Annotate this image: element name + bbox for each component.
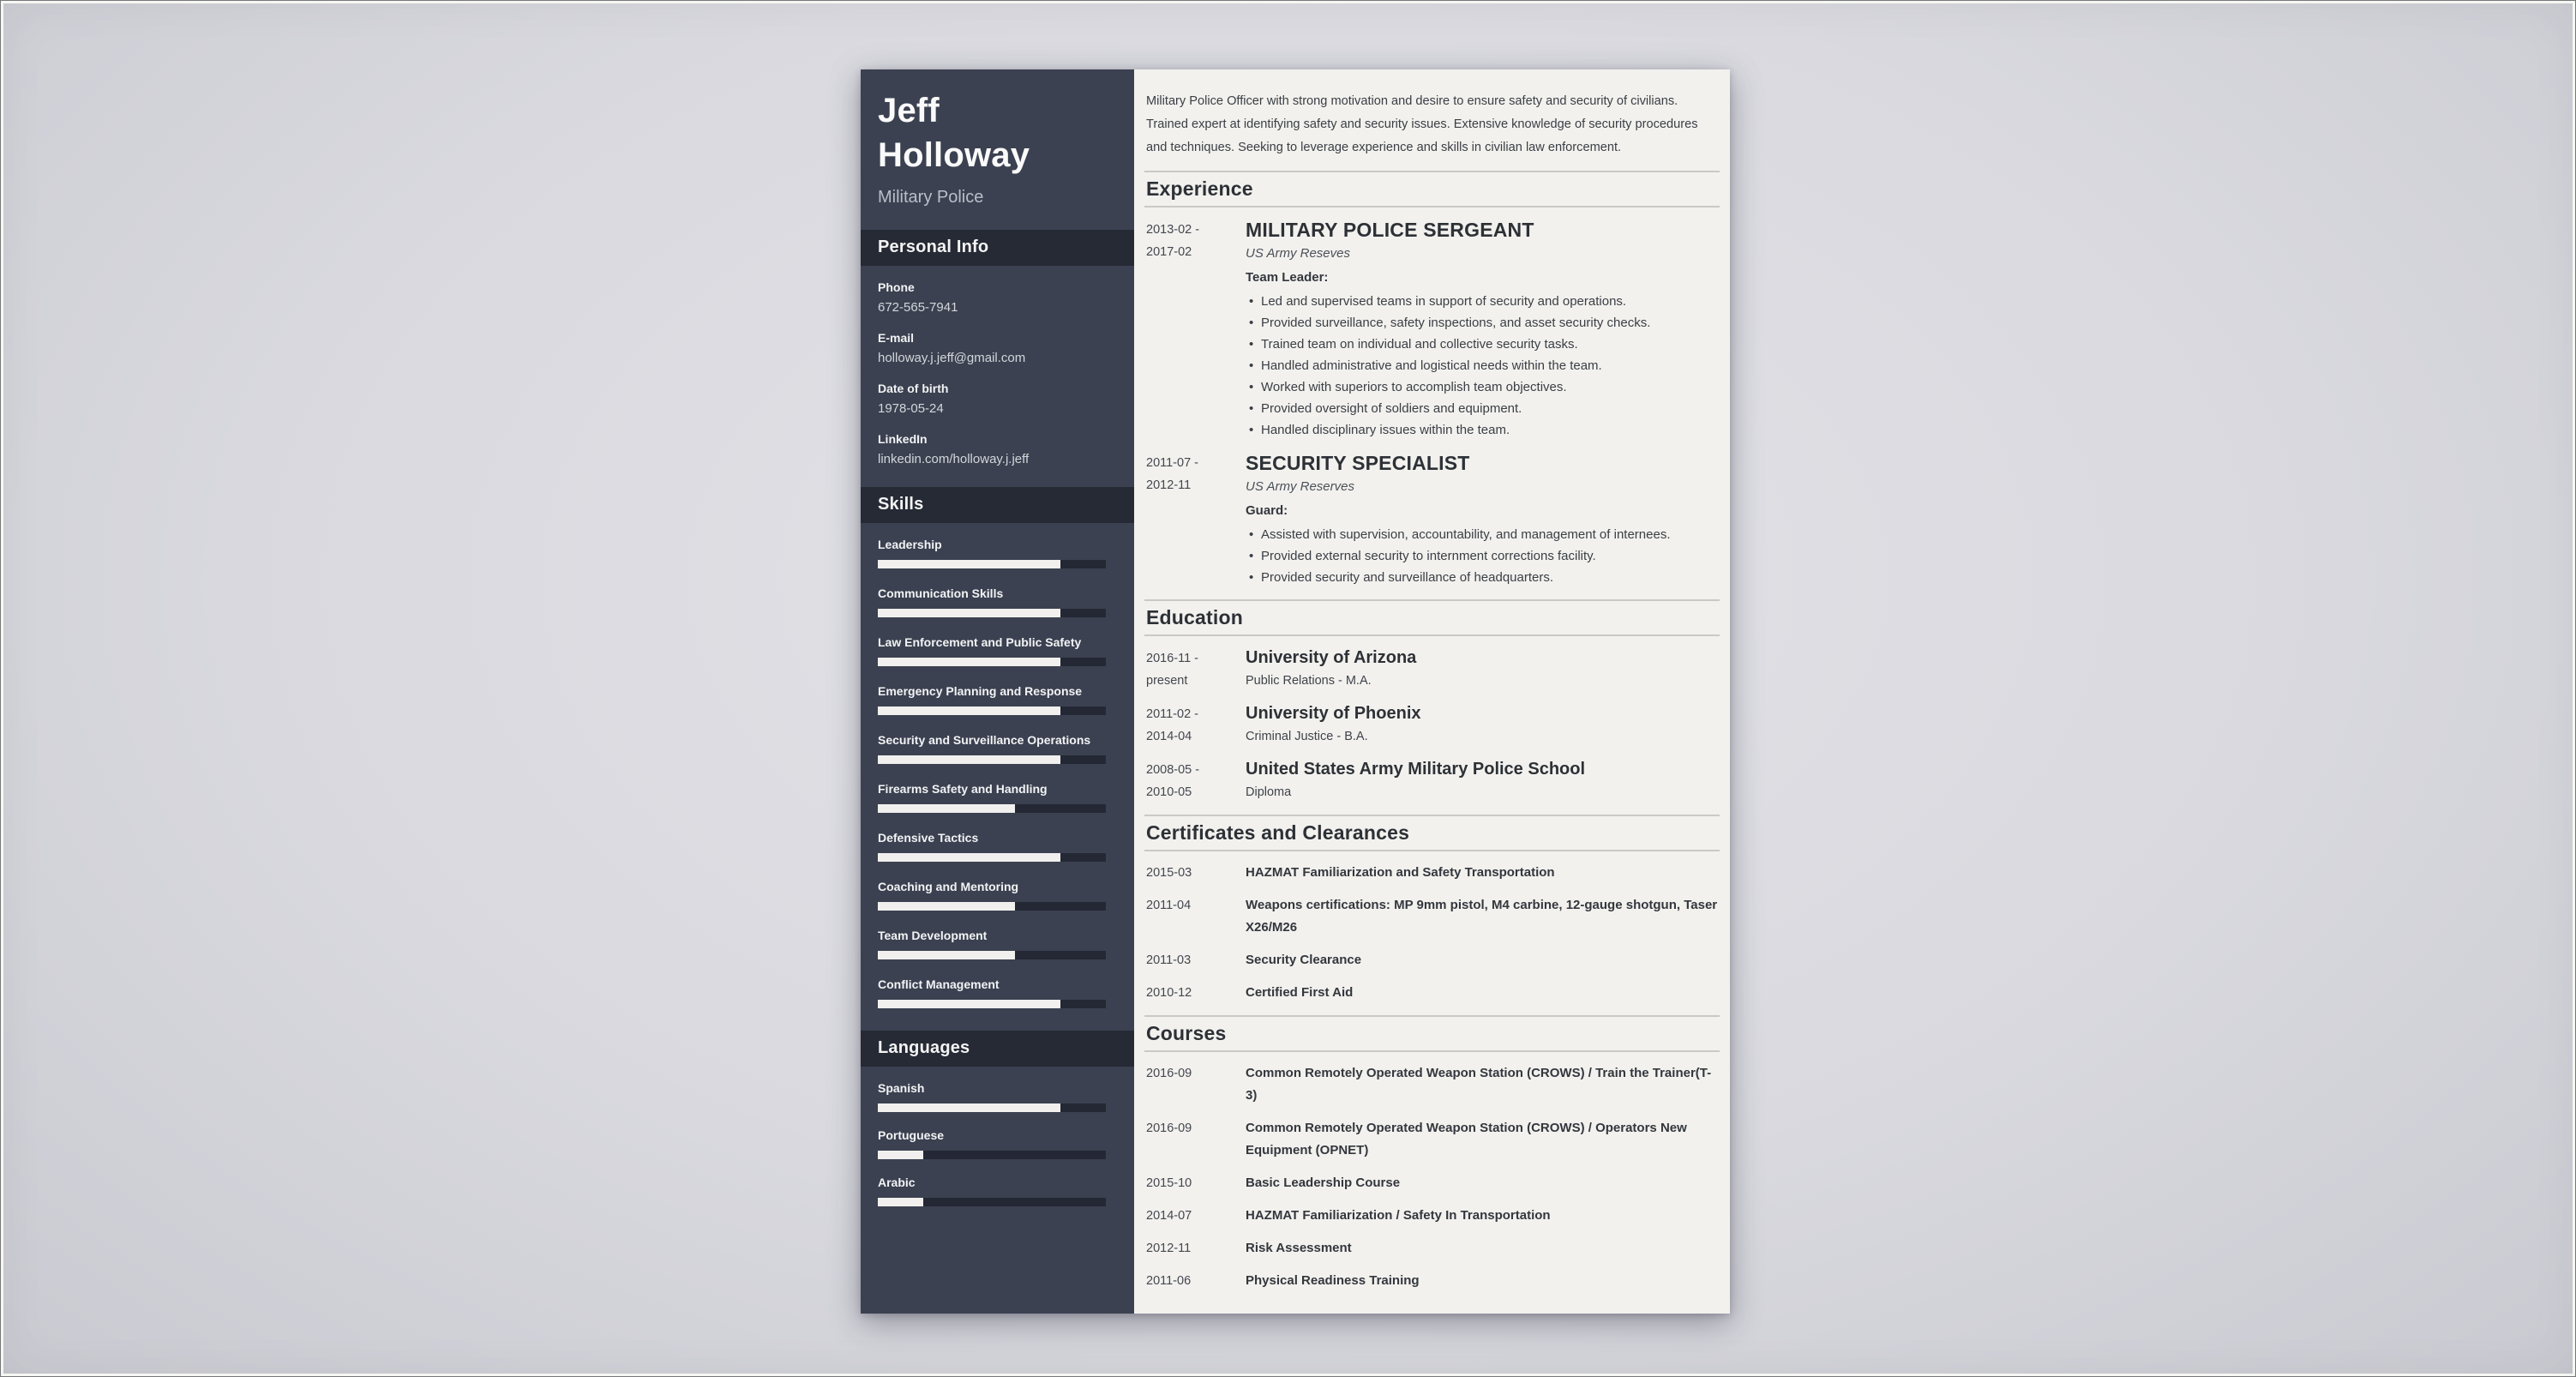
- resume-card: [861, 69, 1730, 1314]
- skill-bar-fill: [878, 707, 1060, 715]
- bullet-item: • Handled administrative and logistical needs within the team.: [1249, 355, 1718, 376]
- education-entry: [1144, 703, 1720, 748]
- course-date: 2015-10: [1146, 1176, 1192, 1190]
- date-end: 2014-04: [1146, 730, 1192, 743]
- entry-dates: [1146, 219, 1242, 441]
- skill-bar-fill: [878, 951, 1015, 959]
- experience-entry: [1144, 219, 1720, 441]
- section-title-skills: Skills: [861, 487, 1134, 523]
- skill-bar-fill: [878, 804, 1015, 813]
- skill-label: Emergency Planning and Response: [878, 684, 1083, 698]
- course-name: HAZMAT Familiarization / Safety In Transportation: [1246, 1208, 1551, 1223]
- course-name: Common Remotely Operated Weapon Station (CROWS) / Train the Trainer(T-3): [1246, 1066, 1712, 1103]
- course-date: 2016-09: [1146, 1067, 1192, 1080]
- skills-list: [861, 523, 1134, 1031]
- language-bar: [878, 1198, 1106, 1206]
- languages-list: [861, 1067, 1134, 1227]
- resume-main-column: [1134, 69, 1730, 1314]
- language-label: Spanish: [878, 1081, 925, 1095]
- skill-item: [878, 683, 1119, 715]
- certificate-row: [1144, 894, 1720, 939]
- candidate-job-title: Military Police: [878, 188, 984, 207]
- bullet-list: [1246, 291, 1718, 441]
- skill-bar: [878, 902, 1106, 911]
- skill-bar: [878, 755, 1106, 764]
- skill-bar: [878, 609, 1106, 617]
- language-bar-fill: [878, 1103, 1060, 1112]
- entry-company: US Army Reserves: [1246, 479, 1354, 494]
- language-item: [878, 1175, 1119, 1206]
- bullet-item: • Led and supervised teams in support of security and operations.: [1249, 291, 1718, 312]
- skill-bar-fill: [878, 560, 1060, 568]
- education-entry: [1144, 647, 1720, 692]
- entry-dates: [1146, 647, 1242, 692]
- linkedin-value: linkedin.com/holloway.j.jeff: [878, 452, 1030, 466]
- entry-role: SECURITY SPECIALIST: [1246, 452, 1470, 474]
- section-title-languages: Languages: [861, 1031, 1134, 1067]
- entry-role: MILITARY POLICE SERGEANT: [1246, 219, 1534, 241]
- skill-item: [878, 977, 1119, 1008]
- date-end: present: [1146, 674, 1188, 688]
- entry-dates: [1146, 703, 1242, 748]
- course-name: Common Remotely Operated Weapon Station (CROWS) / Operators New Equipment (OPNET): [1246, 1121, 1687, 1158]
- entry-body: [1246, 647, 1718, 692]
- phone-value: 672-565-7941: [878, 300, 958, 315]
- personal-info-item-email: [878, 330, 1119, 366]
- date-end: 2017-02: [1146, 245, 1192, 259]
- skill-label: Firearms Safety and Handling: [878, 782, 1048, 796]
- certificate-name: Certified First Aid: [1246, 985, 1354, 1000]
- entry-company: US Army Reseves: [1246, 246, 1350, 261]
- bullet-item: • Provided surveillance, safety inspections, and asset security checks.: [1249, 312, 1718, 334]
- date-start: 2013-02 -: [1146, 223, 1200, 237]
- skill-bar-fill: [878, 755, 1060, 764]
- date-start: 2011-02 -: [1146, 707, 1198, 721]
- degree-name: Diploma: [1246, 785, 1292, 799]
- entry-dates: [1146, 452, 1242, 588]
- date-start: 2016-11 -: [1146, 652, 1198, 665]
- course-row: [1144, 1172, 1720, 1194]
- school-name: United States Army Military Police School: [1246, 760, 1586, 779]
- skill-bar: [878, 707, 1106, 715]
- course-row: [1144, 1117, 1720, 1162]
- course-date: 2011-06: [1146, 1274, 1192, 1288]
- course-date: 2014-07: [1146, 1209, 1192, 1223]
- bullet-item: • Provided oversight of soldiers and equipment.: [1249, 398, 1718, 419]
- skill-label: Defensive Tactics: [878, 831, 979, 845]
- language-bar: [878, 1103, 1106, 1112]
- date-start: 2008-05 -: [1146, 763, 1200, 777]
- certificate-date: 2011-04: [1146, 899, 1192, 912]
- skill-bar: [878, 658, 1106, 666]
- language-bar-fill: [878, 1151, 923, 1159]
- skill-bar-fill: [878, 1000, 1060, 1008]
- course-date: 2012-11: [1146, 1242, 1192, 1255]
- education-entry: [1144, 759, 1720, 803]
- entry-body: [1246, 452, 1718, 588]
- certificate-date: 2010-12: [1146, 986, 1192, 1000]
- skill-bar-fill: [878, 658, 1060, 666]
- skill-bar: [878, 951, 1106, 959]
- skill-bar: [878, 560, 1106, 568]
- school-name: University of Arizona: [1246, 648, 1417, 667]
- course-name: Physical Readiness Training: [1246, 1273, 1420, 1288]
- skill-label: Law Enforcement and Public Safety: [878, 635, 1082, 649]
- language-item: [878, 1080, 1119, 1112]
- date-start: 2011-07 -: [1146, 456, 1198, 470]
- skill-bar: [878, 853, 1106, 862]
- skill-item: [878, 634, 1119, 666]
- resume-sidebar: [861, 69, 1134, 1314]
- degree-name: Public Relations - M.A.: [1246, 674, 1372, 688]
- entry-body: [1246, 703, 1718, 748]
- language-bar: [878, 1151, 1106, 1159]
- skill-item: [878, 879, 1119, 911]
- school-name: University of Phoenix: [1246, 704, 1421, 723]
- certificate-row: [1144, 982, 1720, 1004]
- certificate-name: HAZMAT Familiarization and Safety Transportation: [1246, 865, 1555, 880]
- skill-item: [878, 928, 1119, 959]
- language-item: [878, 1127, 1119, 1159]
- skill-item: [878, 586, 1119, 617]
- section-heading-certificates: Certificates and Clearances: [1144, 815, 1720, 851]
- certificate-row: [1144, 949, 1720, 971]
- section-heading-experience: Experience: [1144, 171, 1720, 207]
- date-end: 2012-11: [1146, 478, 1192, 492]
- section-title-personal-info: Personal Info: [861, 230, 1134, 266]
- candidate-first-name: Jeff: [878, 92, 940, 129]
- skill-bar-fill: [878, 902, 1015, 911]
- bullet-item: • Provided external security to internment corrections facility.: [1249, 545, 1718, 567]
- course-row: [1144, 1062, 1720, 1107]
- item-label: LinkedIn: [878, 432, 928, 446]
- candidate-name: [878, 69, 1119, 177]
- personal-info-list: [861, 266, 1134, 487]
- bullet-list: [1246, 524, 1718, 588]
- item-label: E-mail: [878, 331, 915, 345]
- skill-item: [878, 830, 1119, 862]
- item-label: Date of birth: [878, 382, 949, 395]
- language-bar-fill: [878, 1198, 923, 1206]
- degree-name: Criminal Justice - B.A.: [1246, 730, 1368, 743]
- skill-item: [878, 537, 1119, 568]
- skill-bar-fill: [878, 853, 1060, 862]
- dob-value: 1978-05-24: [878, 401, 944, 416]
- certificate-name: Weapons certifications: MP 9mm pistol, M4 carbine, 12-gauge shotgun, Taser X26/M26: [1246, 898, 1718, 935]
- item-label: Phone: [878, 280, 915, 294]
- course-row: [1144, 1205, 1720, 1227]
- personal-info-item-phone: [878, 280, 1119, 316]
- entry-subheading: Team Leader:: [1246, 270, 1329, 285]
- language-label: Arabic: [878, 1176, 916, 1189]
- bullet-item: • Handled disciplinary issues within the team.: [1249, 419, 1718, 441]
- skill-label: Security and Surveillance Operations: [878, 733, 1091, 747]
- entry-dates: [1146, 759, 1242, 803]
- entry-subheading: Guard:: [1246, 503, 1288, 518]
- course-row: [1144, 1270, 1720, 1292]
- section-heading-education: Education: [1144, 599, 1720, 636]
- language-label: Portuguese: [878, 1128, 945, 1142]
- course-date: 2016-09: [1146, 1121, 1192, 1135]
- bullet-item: • Worked with superiors to accomplish team objectives.: [1249, 376, 1718, 398]
- bullet-item: • Trained team on individual and collective security tasks.: [1249, 334, 1718, 355]
- skill-label: Coaching and Mentoring: [878, 880, 1019, 893]
- certificate-date: 2011-03: [1146, 953, 1192, 967]
- skill-label: Leadership: [878, 538, 942, 551]
- bullet-item: • Provided security and surveillance of headquarters.: [1249, 567, 1718, 588]
- certificate-row: [1144, 862, 1720, 884]
- course-row: [1144, 1237, 1720, 1260]
- skill-label: Communication Skills: [878, 586, 1004, 600]
- bullet-item: • Assisted with supervision, accountability, and management of internees.: [1249, 524, 1718, 545]
- skill-label: Conflict Management: [878, 977, 1000, 991]
- certificate-date: 2015-03: [1146, 866, 1192, 880]
- date-end: 2010-05: [1146, 785, 1192, 799]
- skill-bar: [878, 804, 1106, 813]
- email-value: holloway.j.jeff@gmail.com: [878, 351, 1026, 365]
- section-heading-courses: Courses: [1144, 1015, 1720, 1052]
- experience-entry: [1144, 452, 1720, 588]
- certificate-name: Security Clearance: [1246, 953, 1362, 967]
- skill-item: [878, 732, 1119, 764]
- course-name: Basic Leadership Course: [1246, 1176, 1401, 1190]
- personal-info-item-dob: [878, 381, 1119, 417]
- skill-label: Team Development: [878, 929, 988, 942]
- entry-body: [1246, 759, 1718, 803]
- candidate-last-name: Holloway: [878, 136, 1030, 174]
- summary-text: Military Police Officer with strong motivation and desire to ensure safety and security of civilians. Trained expert at identifying safety and security issues. Extensive knowledge of security procedures and techniques. Seeking to leverage experience and skills in civilian law enforcement.: [1146, 94, 1698, 154]
- skill-bar-fill: [878, 609, 1060, 617]
- personal-info-item-linkedin: [878, 431, 1119, 467]
- skill-bar: [878, 1000, 1106, 1008]
- skill-item: [878, 781, 1119, 813]
- course-name: Risk Assessment: [1246, 1241, 1352, 1255]
- entry-body: [1246, 219, 1718, 441]
